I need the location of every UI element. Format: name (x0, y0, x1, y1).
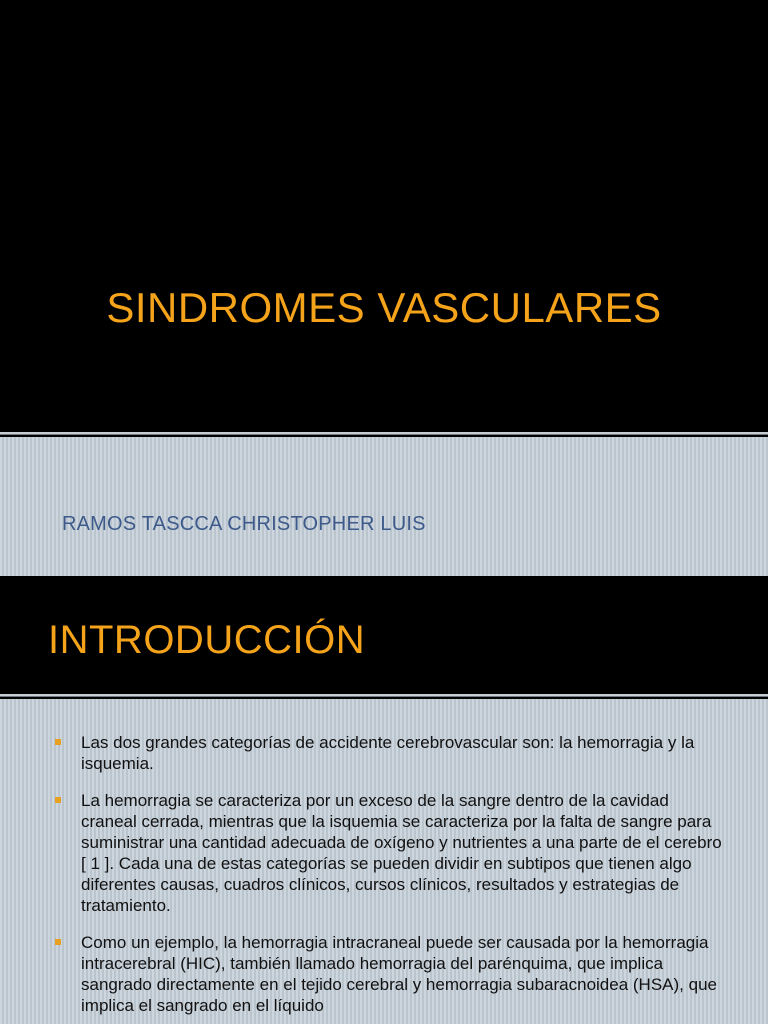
presentation-title: SINDROMES VASCULARES (106, 284, 662, 331)
title-slide-header (0, 0, 768, 432)
bullet-item (52, 932, 722, 1016)
slide-title: INTRODUCCIÓN (48, 618, 366, 662)
slide-body (0, 699, 768, 1024)
author-name: RAMOS TASCCA CHRISTOPHER LUIS (62, 513, 426, 535)
divider-line-shadow (0, 434, 768, 435)
bullet-text: Como un ejemplo, la hemorragia intracraneal puede ser causada por la hemorragia intracerebral (HIC), también llamado hemorragia del parénquima, que implica sangrado directamente en el tejido cerebral y hemorragia subaracnoidea (HSA), que implica el sangrado en el líquido (81, 933, 717, 1015)
bullet-text: Las dos grandes categorías de accidente cerebrovascular son: la hemorragia y la isquemia. (81, 733, 695, 773)
divider-line-shadow (0, 696, 768, 697)
bullet-item (52, 732, 722, 774)
title-slide-footer (0, 437, 768, 576)
square-bullet-icon (55, 739, 61, 745)
introduction-slide-header (0, 576, 768, 694)
bullet-item (52, 790, 722, 916)
square-bullet-icon (55, 939, 61, 945)
bullet-text: La hemorragia se caracteriza por un exceso de la sangre dentro de la cavidad craneal cerrada, mientras que la isquemia se caracteriza por la falta de sangre para suministrar una cantidad adecuada de oxígeno y nutrientes a una parte de el cerebro [ 1 ]. Cada una de estas categorías se pueden dividir en subtipos que tienen algo diferentes causas, cuadros clínicos, cursos clínicos, resultados y estrategias de tratamiento. (81, 791, 722, 915)
introduction-slide (0, 576, 768, 1024)
bullet-list (52, 732, 722, 1024)
square-bullet-icon (55, 797, 61, 803)
